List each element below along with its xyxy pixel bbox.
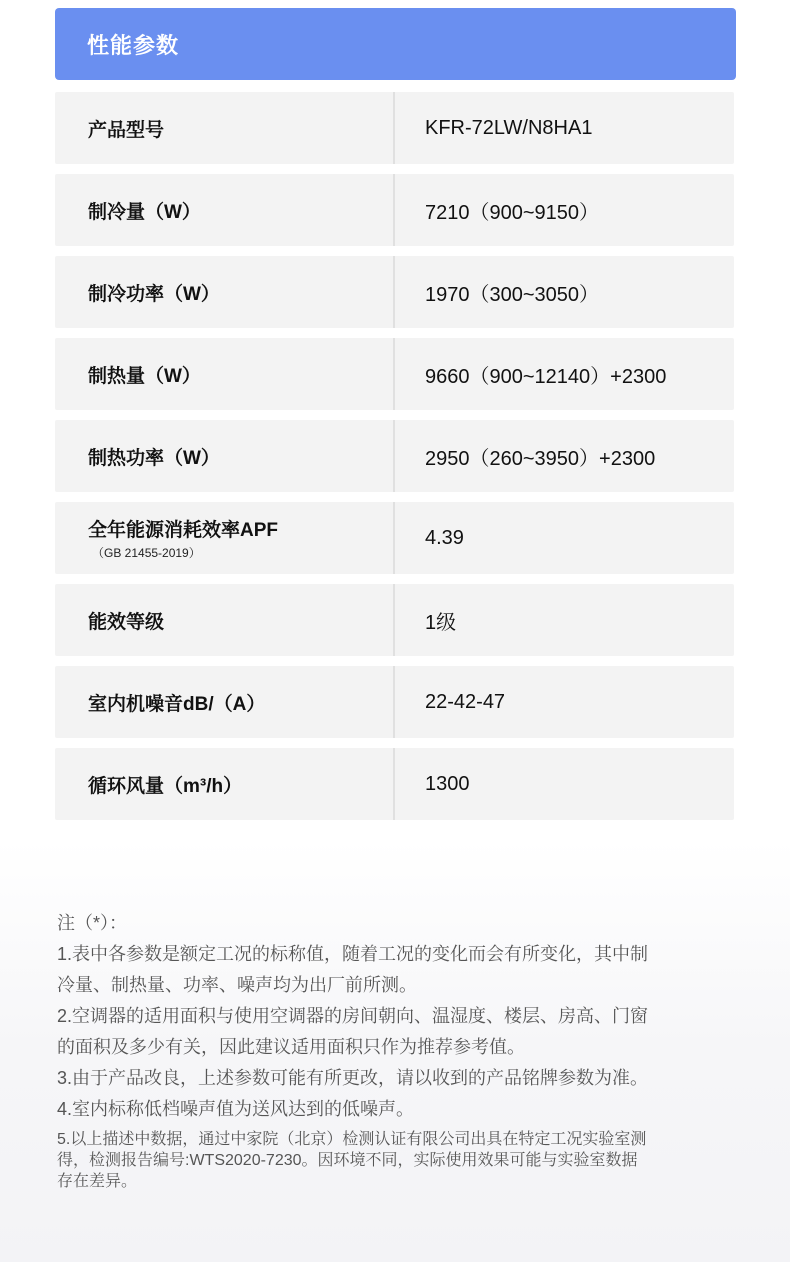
spec-label: 制热功率（W） bbox=[88, 447, 220, 469]
spec-label-cell bbox=[55, 748, 395, 820]
spec-label-cell bbox=[55, 502, 395, 574]
note-line: 得，检测报告编号:WTS2020-7230。因环境不同，实际使用效果可能与实验室数据 bbox=[57, 1152, 638, 1169]
spec-label-standard: （GB 21455-2019） bbox=[92, 546, 201, 560]
spec-label: 产品型号 bbox=[88, 119, 165, 141]
spec-label: 制冷功率（W） bbox=[88, 283, 220, 305]
spec-value: 1970（300~3050） bbox=[425, 283, 600, 306]
spec-row bbox=[55, 174, 734, 246]
spec-row bbox=[55, 502, 734, 574]
spec-label: 室内机噪音dB/（A） bbox=[88, 693, 266, 715]
note-line: 冷量、制热量、功率、噪声均为出厂前所测。 bbox=[57, 975, 417, 995]
spec-label: 能效等级 bbox=[88, 611, 165, 633]
section-title: 性能参数 bbox=[87, 32, 180, 58]
spec-value: 1级 bbox=[425, 611, 457, 634]
note-line: 4.室内标称低档噪声值为送风达到的低噪声。 bbox=[57, 1099, 415, 1119]
note-line: 1.表中各参数是额定工况的标称值，随着工况的变化而会有所变化，其中制 bbox=[57, 944, 649, 964]
spec-label: 全年能源消耗效率APF bbox=[88, 520, 279, 541]
spec-row bbox=[55, 666, 734, 738]
note-line: 2.空调器的适用面积与使用空调器的房间朝向、温湿度、楼层、房高、门窗 bbox=[57, 1006, 649, 1026]
spec-label-cell bbox=[55, 666, 395, 738]
spec-table bbox=[55, 92, 734, 830]
spec-value: 9660（900~12140）+2300 bbox=[425, 365, 667, 388]
spec-row bbox=[55, 256, 734, 328]
note-line: 的面积及多少有关，因此建议适用面积只作为推荐参考值。 bbox=[57, 1037, 525, 1057]
spec-row bbox=[55, 748, 734, 820]
spec-label: 循环风量（m³/h） bbox=[88, 775, 243, 797]
section-header bbox=[55, 8, 736, 80]
spec-value: KFR-72LW/N8HA1 bbox=[425, 116, 593, 139]
spec-value: 7210（900~9150） bbox=[425, 201, 600, 224]
note-line: 5.以上描述中数据，通过中家院（北京）检测认证有限公司出具在特定工况实验室测 bbox=[57, 1131, 647, 1148]
spec-value: 2950（260~3950）+2300 bbox=[425, 447, 656, 470]
spec-value: 22-42-47 bbox=[425, 690, 506, 713]
spec-label-cell bbox=[55, 420, 395, 492]
notes-section bbox=[57, 908, 747, 1192]
spec-row bbox=[55, 338, 734, 410]
spec-label-cell bbox=[55, 584, 395, 656]
spec-label: 制冷量（W） bbox=[88, 201, 201, 223]
note-line: 存在差异。 bbox=[57, 1173, 138, 1190]
spec-label: 制热量（W） bbox=[88, 365, 201, 387]
spec-row bbox=[55, 92, 734, 164]
spec-label-cell bbox=[55, 256, 395, 328]
spec-row bbox=[55, 584, 734, 656]
note-5 bbox=[57, 1129, 747, 1192]
spec-label-cell bbox=[55, 338, 395, 410]
notes-heading: 注（*）： bbox=[57, 913, 128, 933]
note-line: 3.由于产品改良，上述参数可能有所更改，请以收到的产品铭牌参数为准。 bbox=[57, 1068, 649, 1088]
spec-label-cell bbox=[55, 174, 395, 246]
spec-label-cell bbox=[55, 92, 395, 164]
spec-row bbox=[55, 420, 734, 492]
spec-value: 1300 bbox=[425, 772, 470, 795]
spec-value: 4.39 bbox=[425, 526, 464, 549]
